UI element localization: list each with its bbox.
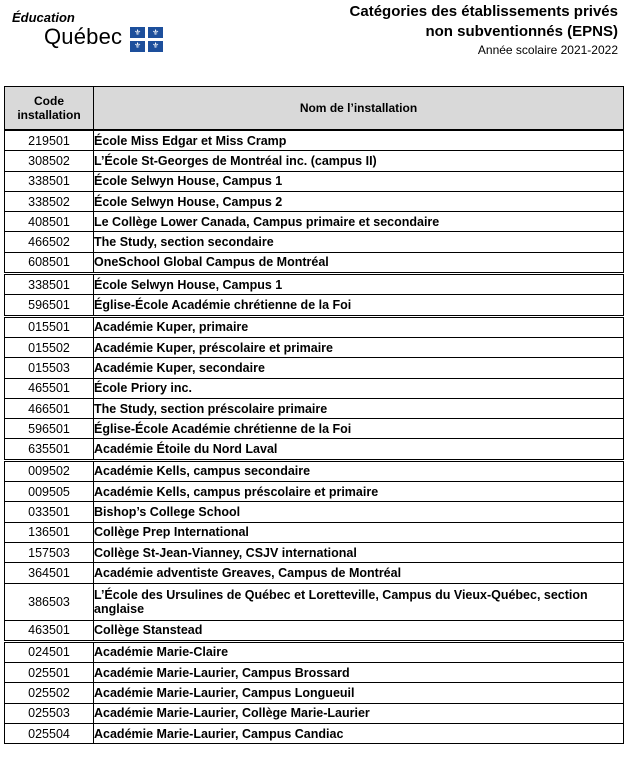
installation-name: Collège Stanstead [94, 620, 624, 641]
document-header [350, 2, 618, 59]
table-row [5, 295, 624, 316]
installation-code: 015502 [5, 337, 94, 357]
installation-code: 157503 [5, 542, 94, 562]
table-row [5, 151, 624, 171]
installation-name: Académie Kuper, secondaire [94, 358, 624, 378]
document-title-line1: Catégories des établissements privés [349, 3, 618, 20]
installations-table [4, 86, 624, 744]
installation-name: École Selwyn House, Campus 1 [94, 171, 624, 191]
installation-code: 009505 [5, 482, 94, 502]
table-row [5, 439, 624, 460]
installation-code: 465501 [5, 378, 94, 398]
table-row [5, 620, 624, 641]
document-subtitle: Année scolaire 2021-2022 [477, 43, 618, 57]
table-row [5, 252, 624, 273]
installation-name: Académie Marie-Laurier, Campus Longueuil [94, 683, 624, 703]
table-row [5, 232, 624, 252]
table-row [5, 583, 624, 620]
installation-name: Académie Marie-Laurier, Campus Candiac [94, 724, 624, 744]
installation-code: 338501 [5, 274, 94, 295]
installation-code: 466502 [5, 232, 94, 252]
installation-code: 025503 [5, 703, 94, 723]
installation-code: 364501 [5, 563, 94, 583]
installation-name: École Selwyn House, Campus 2 [94, 191, 624, 211]
installation-name: The Study, section secondaire [94, 232, 624, 252]
table-row [5, 212, 624, 232]
table-row [5, 191, 624, 211]
table-row [5, 683, 624, 703]
installation-code: 015503 [5, 358, 94, 378]
logo-education-text: Éducation [12, 10, 75, 25]
installation-code: 408501 [5, 212, 94, 232]
table-row [5, 337, 624, 357]
table-row [5, 171, 624, 191]
installation-code: 025502 [5, 683, 94, 703]
table-row [5, 460, 624, 481]
installation-name: L’École des Ursulines de Québec et Loretteville, Campus du Vieux-Québec, section anglaise [94, 583, 624, 620]
table-row [5, 724, 624, 744]
column-header-name: Nom de l’installation [94, 87, 624, 131]
column-header-code: Code installation [5, 87, 94, 131]
installation-code: 024501 [5, 641, 94, 662]
installation-code: 596501 [5, 295, 94, 316]
installation-code: 463501 [5, 620, 94, 641]
quebec-flag-icon: ⚜ ⚜ ⚜ ⚜ [130, 27, 163, 52]
installation-code: 386503 [5, 583, 94, 620]
installation-name: Académie Marie-Laurier, Campus Brossard [94, 663, 624, 683]
installation-name: Académie Kells, campus préscolaire et primaire [94, 482, 624, 502]
document-title-line2: non subventionnés (EPNS) [425, 23, 618, 40]
installation-name: École Selwyn House, Campus 1 [94, 274, 624, 295]
installation-code: 308502 [5, 151, 94, 171]
installation-name: Académie Kuper, primaire [94, 316, 624, 337]
table-header-row [5, 87, 624, 131]
installation-name: Bishop’s College School [94, 502, 624, 522]
installation-name: Collège St-Jean-Vianney, CSJV international [94, 542, 624, 562]
installation-name: The Study, section préscolaire primaire [94, 398, 624, 418]
table-row [5, 130, 624, 151]
installation-code: 466501 [5, 398, 94, 418]
table-row [5, 641, 624, 662]
table-row [5, 522, 624, 542]
table-row [5, 316, 624, 337]
table-row [5, 663, 624, 683]
installation-code: 338501 [5, 171, 94, 191]
installation-code: 009502 [5, 460, 94, 481]
table-row [5, 563, 624, 583]
installation-code: 015501 [5, 316, 94, 337]
installation-name: Le Collège Lower Canada, Campus primaire et secondaire [94, 212, 624, 232]
installation-code: 033501 [5, 502, 94, 522]
table-row [5, 274, 624, 295]
installation-name: OneSchool Global Campus de Montréal [94, 252, 624, 273]
installation-name: Église-École Académie chrétienne de la Foi [94, 295, 624, 316]
installation-name: Église-École Académie chrétienne de la Foi [94, 419, 624, 439]
installation-code: 025504 [5, 724, 94, 744]
table-row [5, 398, 624, 418]
table-row [5, 703, 624, 723]
installation-code: 338502 [5, 191, 94, 211]
logo-quebec-text: Québec [44, 24, 123, 49]
installation-code: 596501 [5, 419, 94, 439]
installation-name: Collège Prep International [94, 522, 624, 542]
table-row [5, 502, 624, 522]
installation-code: 136501 [5, 522, 94, 542]
installation-name: Académie Kells, campus secondaire [94, 460, 624, 481]
installation-name: Académie Kuper, préscolaire et primaire [94, 337, 624, 357]
table-row [5, 542, 624, 562]
installation-name: Académie Marie-Laurier, Collège Marie-Laurier [94, 703, 624, 723]
installation-code: 025501 [5, 663, 94, 683]
table-row [5, 378, 624, 398]
installation-name: Académie Étoile du Nord Laval [94, 439, 624, 460]
installation-name: École Miss Edgar et Miss Cramp [94, 130, 624, 151]
installation-code: 219501 [5, 130, 94, 151]
table-row [5, 358, 624, 378]
table-row [5, 419, 624, 439]
installation-code: 635501 [5, 439, 94, 460]
installation-name: Académie Marie-Claire [94, 641, 624, 662]
table-row [5, 482, 624, 502]
installation-code: 608501 [5, 252, 94, 273]
installation-name: L’École St-Georges de Montréal inc. (campus II) [94, 151, 624, 171]
education-quebec-logo [8, 8, 168, 54]
installation-name: École Priory inc. [94, 378, 624, 398]
installation-name: Académie adventiste Greaves, Campus de Montréal [94, 563, 624, 583]
